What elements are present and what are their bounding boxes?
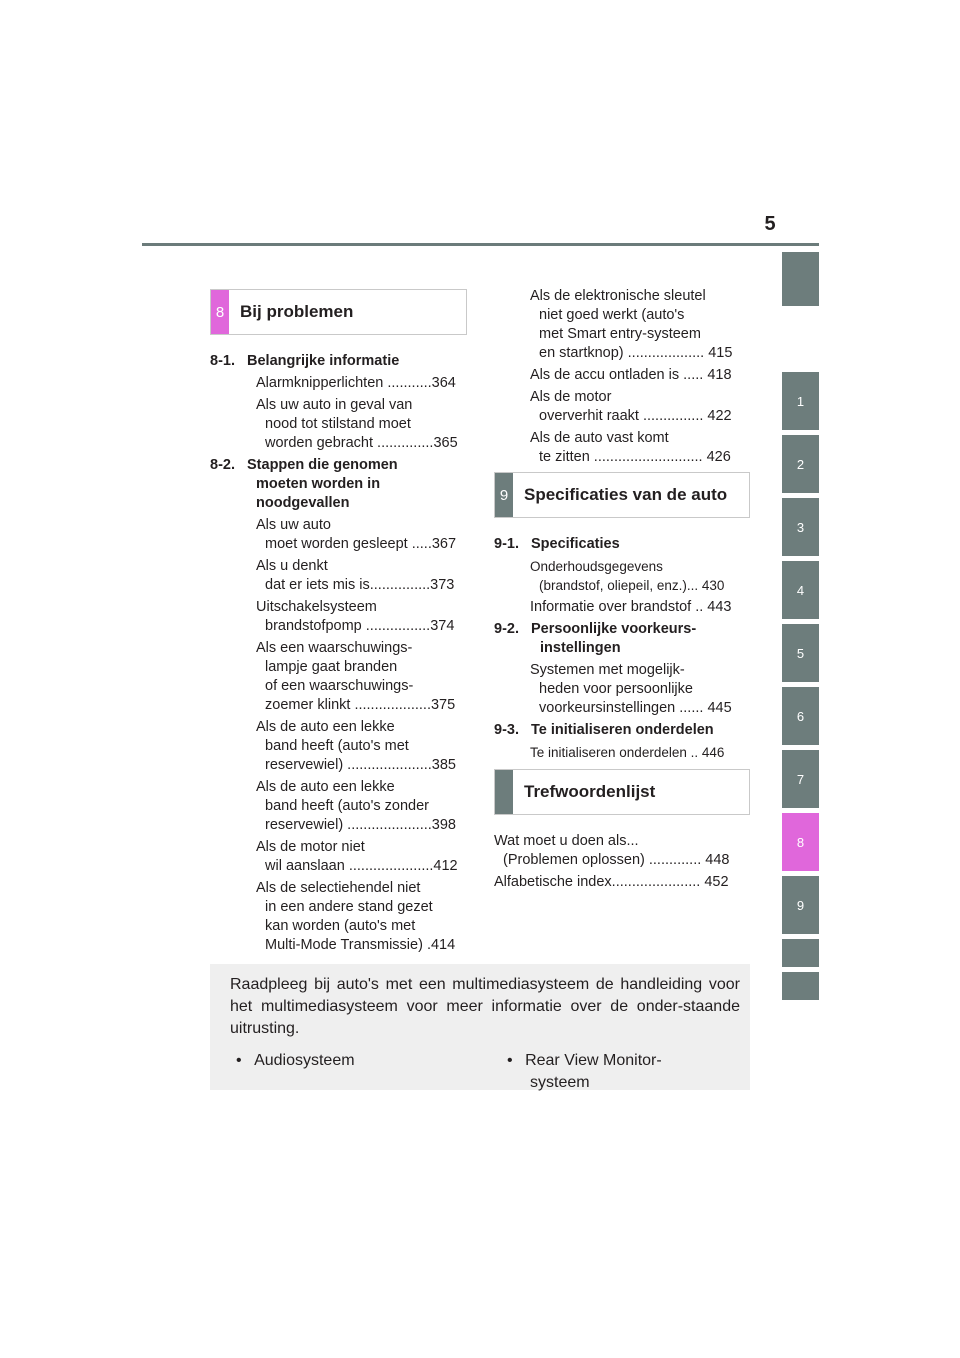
toc-entry[interactable]: Als u denkt dat er iets mis is...............373 [256,558,455,593]
toc-entry[interactable]: Als de auto een lekke band heeft (auto's zonder reservewiel) .....................398 [256,779,456,833]
toc-right-column-top [494,287,746,470]
toc-entry[interactable]: Als de auto een lekke band heeft (auto's met reservewiel) .....................385 [256,719,456,773]
toc-entry[interactable]: Als de selectiehendel niet in een andere stand gezet kan worden (auto's met Multi-Mode Transmissie) .414 [256,880,456,953]
toc-entry[interactable]: Als de elektronische sleutel niet goed werkt (auto's met Smart entry-systeem en startknop) ................... 415 [530,288,733,361]
bullet-icon: • [236,1052,242,1069]
toc-entry[interactable]: Te initialiseren onderdelen .. 446 [530,745,725,760]
toc-left-column [210,352,460,958]
toc-entry[interactable]: Als de motor oververhit raakt ............... 422 [530,389,732,424]
toc-entry[interactable]: Als de auto vast komt te zitten ........................... 426 [530,430,731,465]
toc-entry[interactable]: Als uw auto in geval van nood tot stilstand moet worden gebracht ..............365 [256,397,458,451]
subsection-8-2: 8-2. Stappen die genomen moeten worden in noodgevallen [210,457,398,511]
side-tab-1[interactable]: 1 [782,372,819,430]
side-tab-4[interactable]: 4 [782,561,819,619]
side-tab-blank-1 [782,939,819,967]
subsection-9-3: 9-3. Te initialiseren onderdelen [494,722,714,738]
side-tab-3[interactable]: 3 [782,498,819,556]
toc-entry[interactable]: Systemen met mogelijk- heden voor persoonlijke voorkeursinstellingen ...... 445 [530,662,732,716]
section-8-title: Bij problemen [240,302,354,321]
side-tab-7[interactable]: 7 [782,750,819,808]
multimedia-note-box [210,964,750,1090]
toc-entry[interactable]: Alfabetische index...................... 452 [494,874,729,890]
subsection-9-2: 9-2. Persoonlijke voorkeurs- instellingen [494,621,697,656]
section-8-header [210,289,467,335]
index-entries [494,832,746,895]
index-marker [495,770,513,814]
toc-entry[interactable]: Als een waarschuwings- lampje gaat branden of een waarschuwings- zoemer klinkt ...................375 [256,640,456,713]
note-text: Raadpleeg bij auto's met een multimediasysteem de handleiding voor het multimediasysteem voor meer informatie over de onder-staande uitrusting. [230,976,740,1037]
side-tab-blank-2 [782,972,819,1000]
toc-entry[interactable]: Alarmknipperlichten ...........364 [256,375,456,391]
toc-entry[interactable]: Uitschakelsysteem brandstofpomp ................374 [256,599,455,634]
toc-entry[interactable]: Onderhoudsgegevens (brandstof, oliepeil, enz.)... 430 [530,559,725,593]
toc-entry[interactable]: Wat moet u doen als... (Problemen oplossen) ............. 448 [494,833,730,868]
note-bullet-item: • Audiosysteem [236,1052,355,1069]
index-title: Trefwoordenlijst [524,782,656,801]
side-tab-8-active[interactable]: 8 [782,813,819,871]
subsection-9-1: 9-1. Specificaties [494,536,620,552]
toc-entry[interactable]: Als de accu ontladen is ..... 418 [530,367,732,383]
toc-right-column-section-9 [494,535,746,765]
index-header [494,769,750,815]
header-rule [142,243,819,246]
section-9-number: 9 [495,473,513,517]
section-8-number: 8 [211,290,229,334]
side-tab-9[interactable]: 9 [782,876,819,934]
page-number: 5 [764,213,776,235]
section-9-title: Specificaties van de auto [524,485,728,504]
side-tab-blank-top [782,252,819,306]
toc-entry[interactable]: Als uw auto moet worden gesleept .....367 [256,517,457,552]
side-tab-5[interactable]: 5 [782,624,819,682]
toc-entry[interactable]: Als de motor niet wil aanslaan .....................412 [256,839,458,874]
side-tab-6[interactable]: 6 [782,687,819,745]
toc-entry[interactable]: Informatie over brandstof .. 443 [530,599,732,615]
bullet-icon: • [507,1052,513,1069]
subsection-8-1: 8-1. Belangrijke informatie [210,353,400,369]
side-tab-2[interactable]: 2 [782,435,819,493]
section-9-header [494,472,750,518]
note-bullet-item: • Rear View Monitor- systeem [507,1052,662,1091]
